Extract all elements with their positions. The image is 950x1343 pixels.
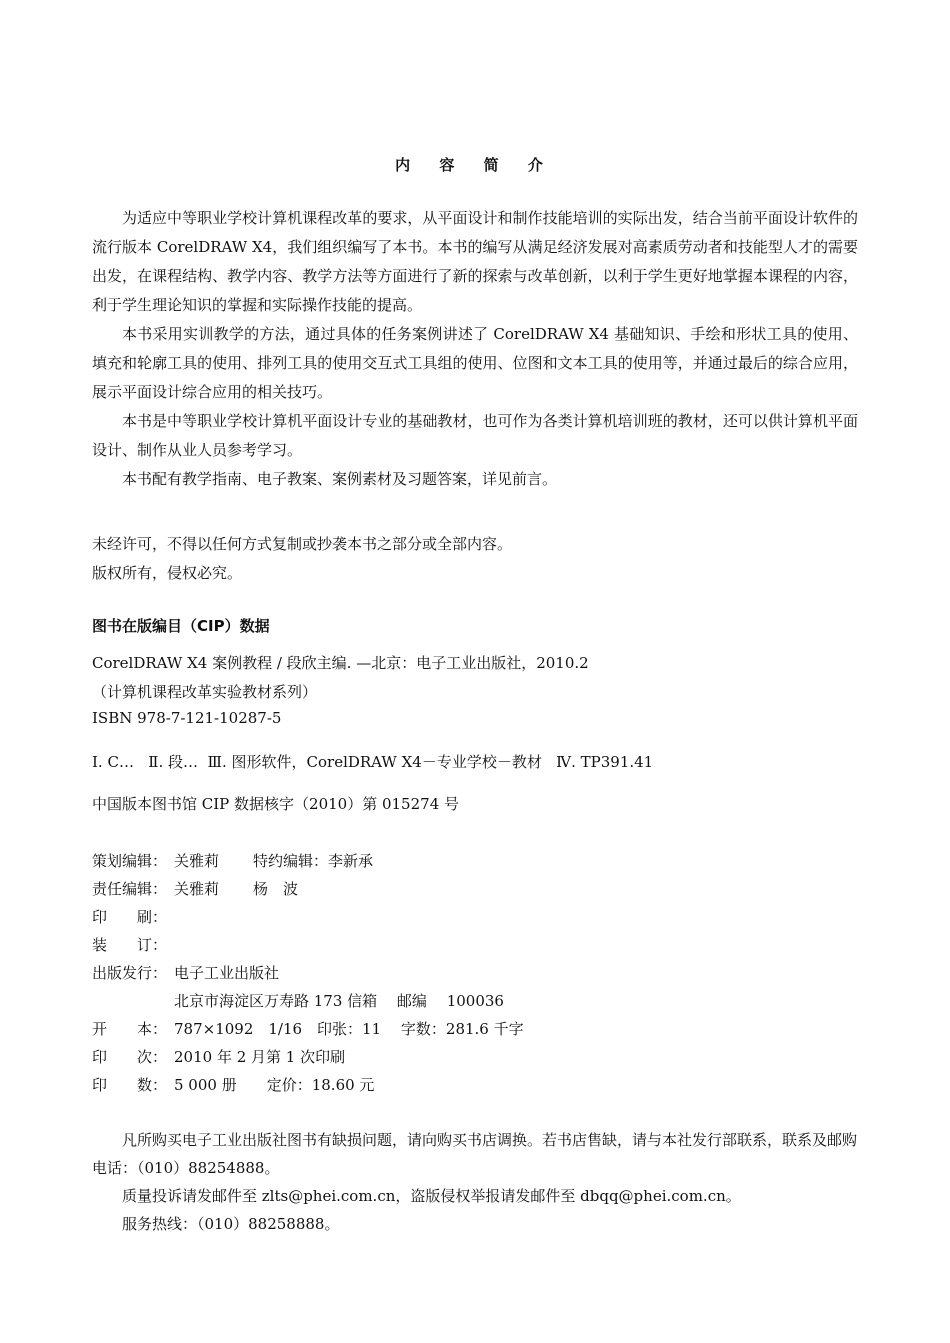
staff-label: 印 刷：: [92, 908, 168, 926]
rights-line: 未经许可，不得以任何方式复制或抄袭本书之部分或全部内容。: [92, 535, 513, 553]
cip-classification: Ⅰ. C… Ⅱ. 段… Ⅲ. 图形软件，CorelDRAW X4－专业学校－教材 Ⅳ. TP391.41: [92, 753, 654, 771]
staff-row-edition: [92, 1046, 345, 1067]
cip-line: ISBN 978-7-121-10287-5: [92, 709, 282, 727]
staff-value: 李新承: [328, 852, 374, 870]
rights-line: 版权所有，侵权必究。: [92, 564, 243, 582]
cip-heading: 图书在版编目（CIP）数据: [92, 617, 270, 635]
staff-label: 策划编辑：: [92, 852, 168, 870]
staff-value: 2010 年 2 月第 1 次印刷: [174, 1048, 346, 1066]
staff-row-quantity: [92, 1074, 374, 1095]
page-title: 内 容 简 介: [395, 156, 555, 174]
staff-value: 关雅莉: [174, 852, 220, 870]
staff-label: 责任编辑：: [92, 880, 168, 898]
staff-label: 印 数：: [92, 1076, 168, 1094]
intro-paragraph: 为适应中等职业学校计算机课程改革的要求，从平面设计和制作技能培训的实际出发，结合当前平面设计软件的流行版本 CorelDRAW X4，我们组织编写了本书。本书的编写从满足经济发展对高素质劳动者和技能型人才的需要出发，在课程结构、教学内容、教学方法等方面进行了新的探索与改革创新，以利于学生更好地掌握本课程的内容，利于学生理论知识的掌握和实际操作技能的提高。: [92, 209, 858, 314]
footer-line: 质量投诉请发邮件至 zlts@phei.com.cn，盗版侵权举报请发邮件至 dbqq@phei.com.cn。: [122, 1187, 741, 1205]
staff-label: 装 订：: [92, 936, 168, 954]
staff-value: 关雅莉: [174, 880, 220, 898]
staff-value: 5 000 册 定价：18.60 元: [174, 1076, 375, 1094]
staff-label: 出版发行：: [92, 964, 168, 982]
staff-row-print: [92, 906, 174, 927]
intro-paragraph: 本书是中等职业学校计算机平面设计专业的基础教材，也可作为各类计算机培训班的教材，还可以供计算机平面设计、制作从业人员参考学习。: [92, 412, 858, 459]
intro-section: [92, 204, 858, 494]
intro-paragraph: 本书配有教学指南、电子教案、案例素材及习题答案，详见前言。: [122, 470, 558, 488]
staff-row-planning: [92, 850, 373, 871]
intro-paragraph: 本书采用实训教学的方法，通过具体的任务案例讲述了 CorelDRAW X4 基础知识、手绘和形状工具的使用、填充和轮廓工具的使用、排列工具的使用交互式工具组的使用、位图和文本工具的使用等，并通过最后的综合应用，展示平面设计综合应用的相关技巧。: [92, 325, 858, 401]
staff-row-responsible: [92, 878, 298, 899]
staff-label: 开 本：: [92, 1020, 168, 1038]
staff-label: 印 次：: [92, 1048, 168, 1066]
footer-line: 凡所购买电子工业出版社图书有缺损问题，请向购买书店调换。若书店售缺，请与本社发行部联系，联系及邮购电话：（010）88254888。: [92, 1131, 858, 1177]
rights-notice: [92, 530, 858, 588]
cip-line: CorelDRAW X4 案例教程 / 段欣主编. —北京：电子工业出版社，2010.2: [92, 654, 589, 672]
footer-notice: [92, 1126, 858, 1238]
staff-row-bind: [92, 934, 174, 955]
footer-line: 服务热线：（010）88258888。: [122, 1215, 340, 1233]
staff-row-publisher: [92, 962, 279, 983]
staff-row-format: [92, 1018, 524, 1039]
staff-value: 电子工业出版社: [174, 964, 280, 982]
cip-line: （计算机课程改革实验教材系列）: [92, 683, 318, 701]
staff-address: 北京市海淀区万寿路 173 信箱 邮编 100036: [174, 992, 504, 1010]
staff-value: 787×1092 1/16 印张：11 字数：281.6 千字: [174, 1020, 524, 1038]
staff-label: 特约编辑：: [253, 852, 329, 870]
cip-verify: 中国版本图书馆 CIP 数据核字（2010）第 015274 号: [92, 795, 460, 813]
staff-value: 杨 波: [253, 880, 299, 898]
